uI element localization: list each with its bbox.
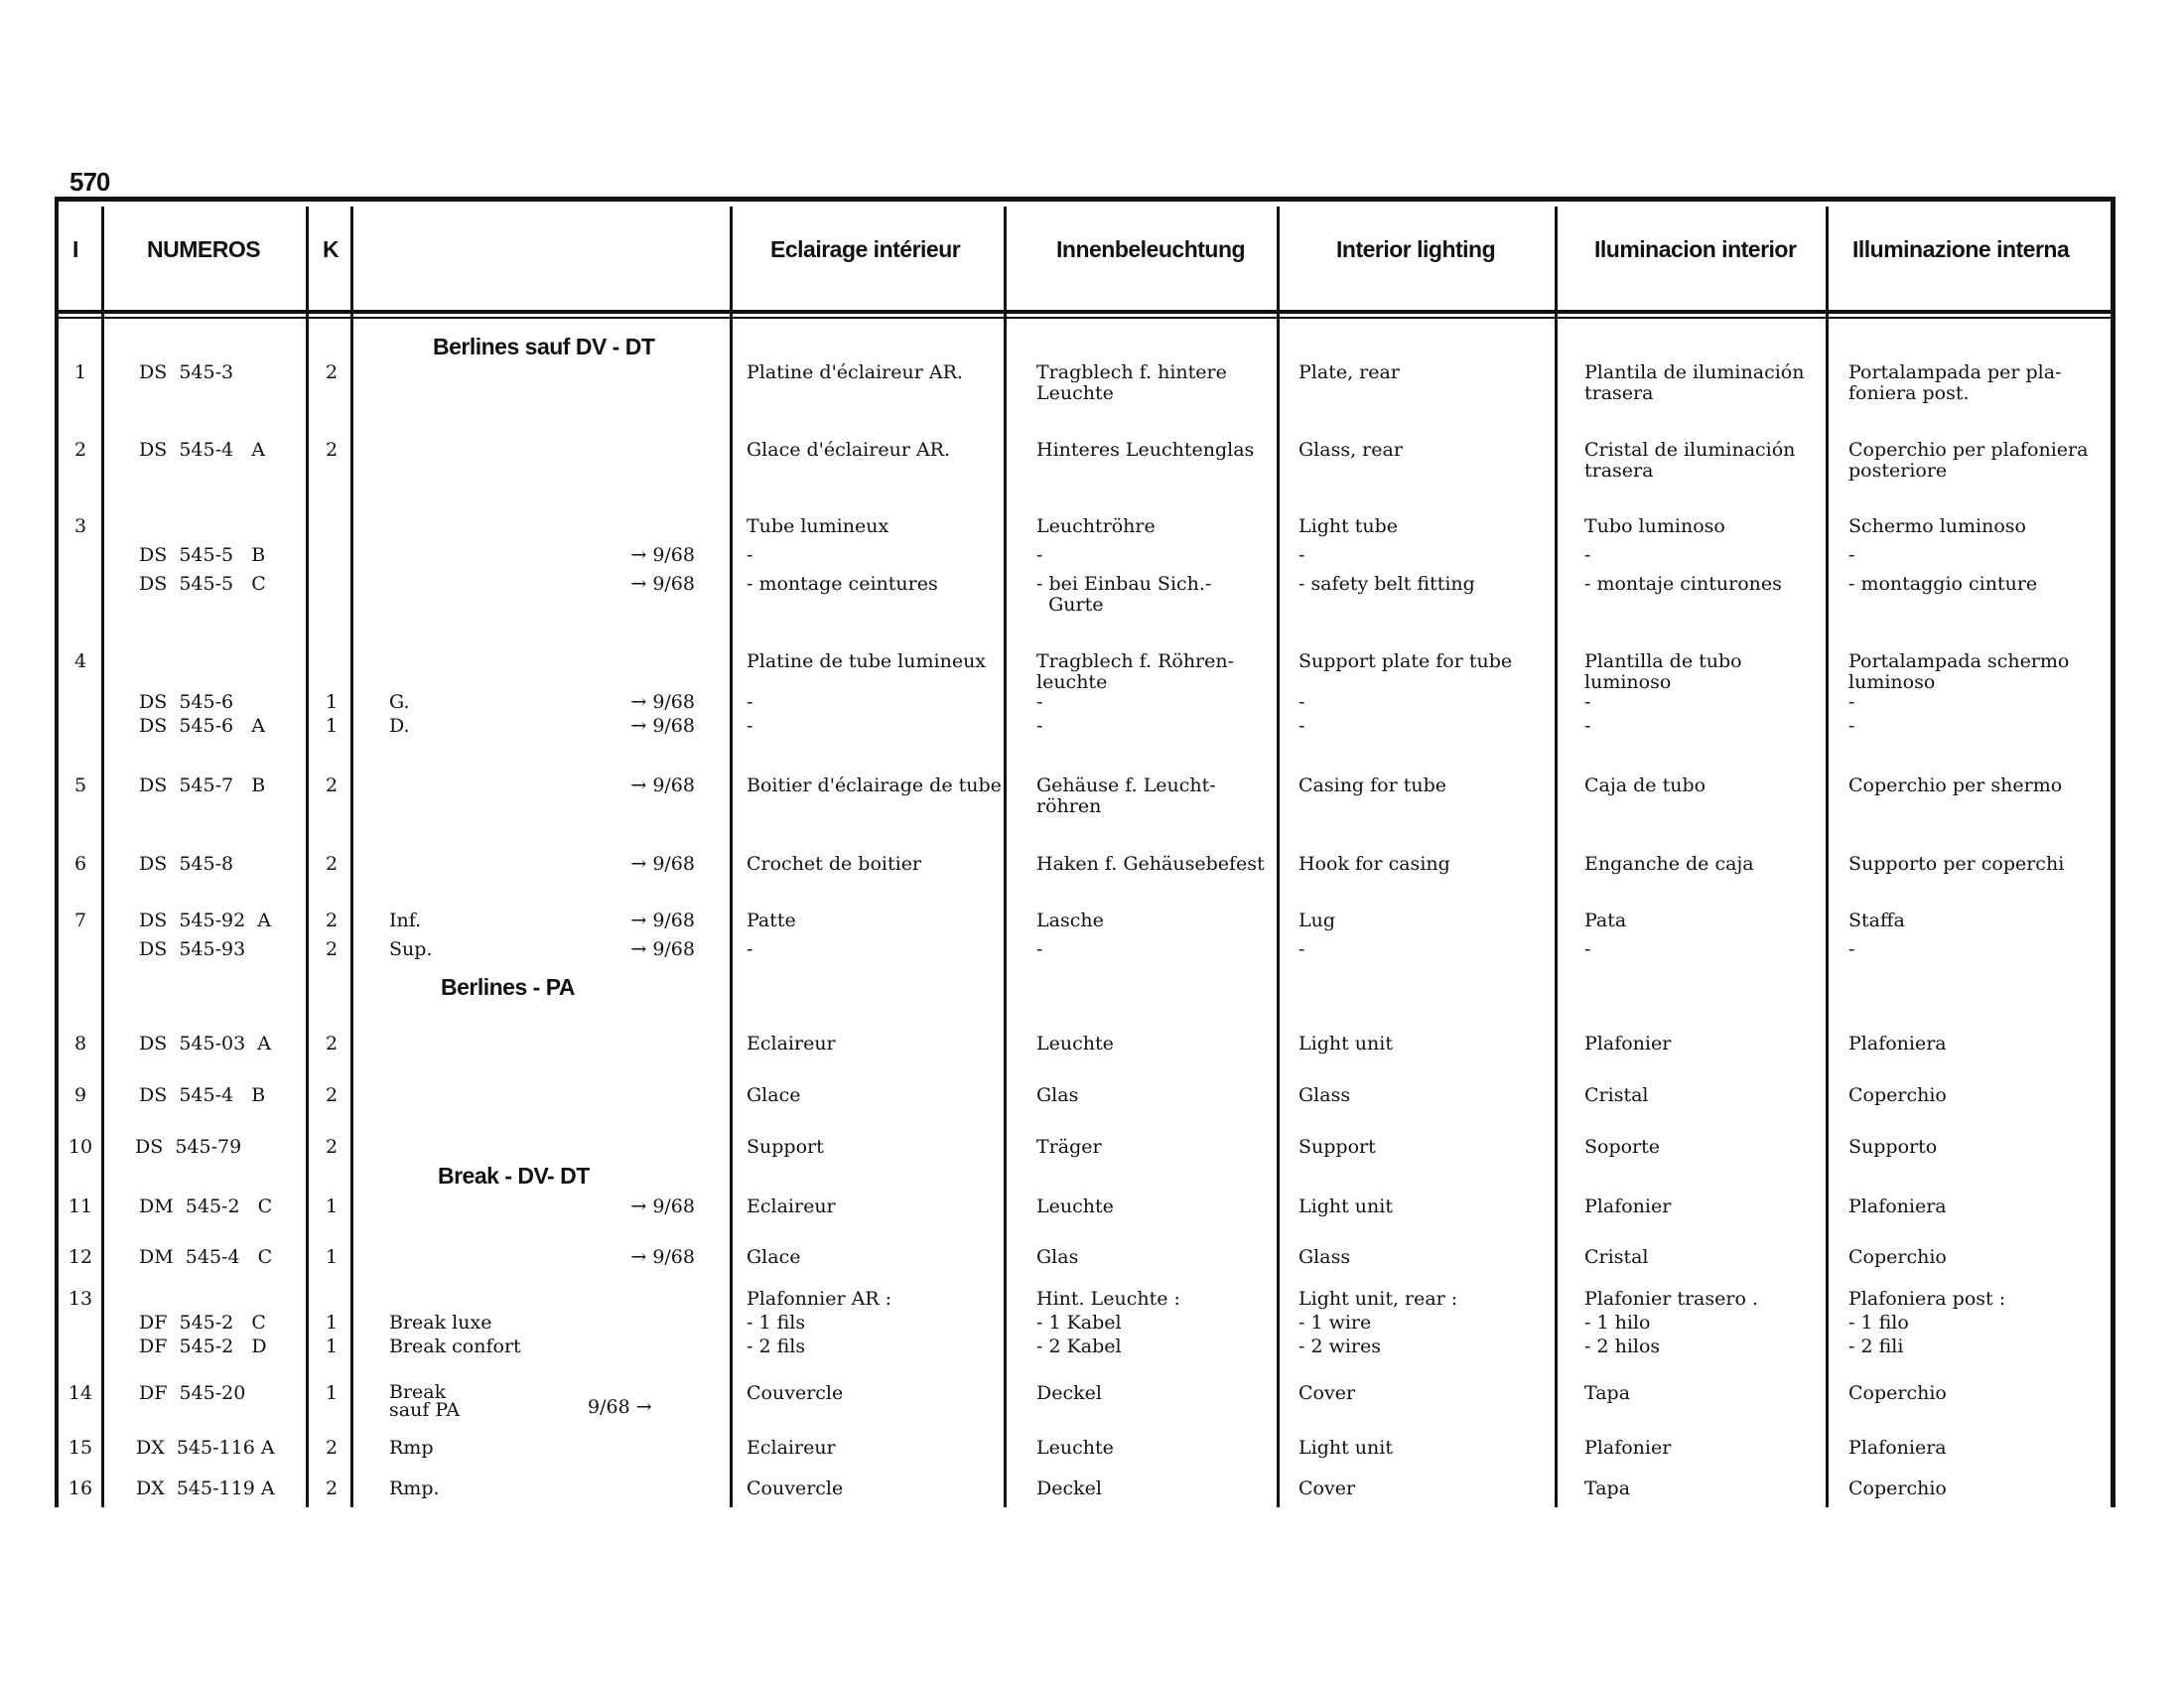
desc-english: Cover bbox=[1298, 1382, 1356, 1404]
section-heading: Berlines sauf DV - DT bbox=[433, 334, 655, 359]
quantity: 1 bbox=[326, 1336, 339, 1357]
desc-german: Hinteres Leuchtenglas bbox=[1036, 439, 1255, 461]
desc-english: Cover bbox=[1298, 1477, 1356, 1499]
desc-german: Leuchte bbox=[1036, 1437, 1114, 1459]
desc-french: Eclaireur bbox=[747, 1196, 836, 1217]
part-number: DS 545-92 A bbox=[139, 910, 271, 931]
header-italian: Illuminazione interna bbox=[1852, 236, 2070, 262]
desc-spanish: Cristal bbox=[1584, 1084, 1649, 1106]
part-number: DF 545-20 bbox=[139, 1382, 246, 1404]
quantity: 1 bbox=[326, 1196, 339, 1217]
part-number: DS 545-4 B bbox=[139, 1084, 266, 1106]
quantity: 1 bbox=[326, 691, 339, 713]
desc-french: Platine d'éclaireur AR. bbox=[747, 361, 963, 383]
quantity: 1 bbox=[326, 715, 339, 737]
row-index: 2 bbox=[73, 439, 87, 461]
desc-italian: - bbox=[1848, 938, 1855, 960]
desc-spanish: Cristal de iluminación trasera bbox=[1584, 439, 1796, 482]
desc-german: Deckel bbox=[1036, 1382, 1102, 1404]
part-number: DX 545-116 A bbox=[136, 1437, 275, 1459]
part-remark: Rmp. bbox=[389, 1477, 440, 1499]
desc-french: - bbox=[747, 715, 753, 737]
column-divider bbox=[1555, 207, 1558, 1507]
desc-french: Glace d'éclaireur AR. bbox=[747, 439, 951, 461]
desc-italian: Coperchio bbox=[1848, 1084, 1947, 1106]
column-divider bbox=[350, 207, 353, 1507]
quantity: 2 bbox=[326, 1033, 339, 1055]
quantity: 2 bbox=[326, 774, 339, 796]
row-index: 15 bbox=[68, 1437, 93, 1459]
desc-german: Leuchtröhre bbox=[1036, 515, 1156, 537]
desc-english: - bbox=[1298, 715, 1305, 737]
row-index: 6 bbox=[73, 853, 87, 875]
desc-italian: - 1 filo bbox=[1848, 1312, 1909, 1334]
part-number: DS 545-8 bbox=[139, 853, 234, 875]
part-remark: Inf. bbox=[389, 910, 422, 931]
desc-french: - bbox=[747, 691, 753, 713]
header-k: K bbox=[323, 236, 340, 262]
desc-german: Deckel bbox=[1036, 1477, 1102, 1499]
row-index: 16 bbox=[68, 1477, 93, 1499]
quantity: 2 bbox=[326, 361, 339, 383]
desc-english: Support plate for tube bbox=[1298, 650, 1513, 672]
row-index: 11 bbox=[68, 1196, 93, 1217]
desc-spanish: Plafonier trasero . bbox=[1584, 1288, 1758, 1310]
desc-english: Glass bbox=[1298, 1246, 1351, 1268]
part-number: DS 545-5 B bbox=[139, 544, 266, 566]
section-heading: Break - DV- DT bbox=[438, 1163, 590, 1189]
column-divider bbox=[730, 207, 733, 1507]
row-index: 10 bbox=[68, 1136, 93, 1158]
desc-french: Crochet de boitier bbox=[747, 853, 922, 875]
desc-italian: Plafoniera bbox=[1848, 1033, 1947, 1055]
row-index: 5 bbox=[73, 774, 87, 796]
desc-german: - bbox=[1036, 938, 1043, 960]
desc-italian: Staffa bbox=[1848, 910, 1905, 931]
header-french: Eclairage intérieur bbox=[770, 236, 961, 262]
desc-italian: Coperchio per plafoniera posteriore bbox=[1848, 439, 2089, 482]
part-remark: D. bbox=[389, 715, 410, 737]
header-index: I bbox=[72, 236, 78, 262]
quantity: 2 bbox=[326, 439, 339, 461]
column-divider bbox=[306, 207, 309, 1507]
desc-italian: Coperchio per shermo bbox=[1848, 774, 2063, 796]
date-note: → 9/68 bbox=[630, 910, 695, 931]
desc-english: Lug bbox=[1298, 910, 1336, 931]
date-note: → 9/68 bbox=[630, 691, 695, 713]
part-number: DS 545-93 bbox=[139, 938, 246, 960]
part-number: DM 545-4 C bbox=[139, 1246, 273, 1268]
desc-english: Light unit bbox=[1298, 1437, 1393, 1459]
desc-english: Hook for casing bbox=[1298, 853, 1450, 875]
quantity: 2 bbox=[326, 938, 339, 960]
desc-italian: Coperchio bbox=[1848, 1477, 1947, 1499]
desc-spanish: - bbox=[1584, 938, 1591, 960]
part-number: DS 545-6 bbox=[139, 691, 234, 713]
desc-german: Tragblech f. hintere Leuchte bbox=[1036, 361, 1227, 404]
desc-spanish: Tapa bbox=[1584, 1382, 1631, 1404]
desc-french: Eclaireur bbox=[747, 1437, 836, 1459]
quantity: 2 bbox=[326, 1477, 339, 1499]
desc-italian: Supporto bbox=[1848, 1136, 1938, 1158]
desc-italian: - montaggio cinture bbox=[1848, 573, 2038, 595]
desc-french: Tube lumineux bbox=[747, 515, 889, 537]
header-divider-secondary bbox=[55, 317, 2115, 319]
desc-spanish: Plafonier bbox=[1584, 1196, 1672, 1217]
desc-italian: - 2 fili bbox=[1848, 1336, 1904, 1357]
desc-german: Leuchte bbox=[1036, 1033, 1114, 1055]
desc-french: Glace bbox=[747, 1084, 801, 1106]
part-number: DS 545-03 A bbox=[139, 1033, 271, 1055]
desc-german: Hint. Leuchte : bbox=[1036, 1288, 1180, 1310]
part-remark: Break confort bbox=[389, 1336, 521, 1357]
desc-english: Plate, rear bbox=[1298, 361, 1400, 383]
date-note: → 9/68 bbox=[630, 544, 695, 566]
desc-spanish: Pata bbox=[1584, 910, 1627, 931]
desc-english: - 2 wires bbox=[1298, 1336, 1382, 1357]
desc-spanish: Plantilla de tubo luminoso bbox=[1584, 650, 1742, 693]
desc-english: - safety belt fitting bbox=[1298, 573, 1475, 595]
desc-spanish: - 2 hilos bbox=[1584, 1336, 1661, 1357]
desc-spanish: Tubo luminoso bbox=[1584, 515, 1725, 537]
desc-german: - bbox=[1036, 691, 1043, 713]
desc-english: Casing for tube bbox=[1298, 774, 1447, 796]
part-number: DS 545-3 bbox=[139, 361, 234, 383]
row-index: 8 bbox=[73, 1033, 87, 1055]
desc-italian: Coperchio bbox=[1848, 1246, 1947, 1268]
desc-english: Support bbox=[1298, 1136, 1376, 1158]
desc-spanish: Plantila de iluminación trasera bbox=[1584, 361, 1805, 404]
desc-french: Couvercle bbox=[747, 1477, 844, 1499]
desc-spanish: Plafonier bbox=[1584, 1437, 1672, 1459]
desc-italian: Portalampada schermo luminoso bbox=[1848, 650, 2070, 693]
row-index: 12 bbox=[68, 1246, 93, 1268]
desc-english: Glass, rear bbox=[1298, 439, 1403, 461]
date-note: → 9/68 bbox=[630, 1196, 695, 1217]
desc-german: - bbox=[1036, 544, 1043, 566]
part-remark: Break luxe bbox=[389, 1312, 492, 1334]
row-index: 13 bbox=[68, 1288, 93, 1310]
desc-french: Boitier d'éclairage de tube bbox=[747, 774, 1002, 796]
desc-spanish: Enganche de caja bbox=[1584, 853, 1754, 875]
desc-german: Lasche bbox=[1036, 910, 1104, 931]
date-note: → 9/68 bbox=[630, 938, 695, 960]
desc-french: Support bbox=[747, 1136, 824, 1158]
desc-english: Light tube bbox=[1298, 515, 1399, 537]
row-index: 3 bbox=[73, 515, 87, 537]
desc-french: - bbox=[747, 938, 753, 960]
desc-french: - 2 fils bbox=[747, 1336, 806, 1357]
desc-english: - 1 wire bbox=[1298, 1312, 1372, 1334]
desc-french: Plafonnier AR : bbox=[747, 1288, 892, 1310]
desc-english: Glass bbox=[1298, 1084, 1351, 1106]
desc-german: Haken f. Gehäusebefest bbox=[1036, 853, 1265, 875]
date-note: → 9/68 bbox=[630, 853, 695, 875]
desc-german: Tragblech f. Röhren-leuchte bbox=[1036, 650, 1235, 693]
quantity: 2 bbox=[326, 910, 339, 931]
desc-spanish: Soporte bbox=[1584, 1136, 1661, 1158]
quantity: 2 bbox=[326, 853, 339, 875]
desc-spanish: - montaje cinturones bbox=[1584, 573, 1782, 595]
desc-german: Glas bbox=[1036, 1246, 1079, 1268]
desc-french: Couvercle bbox=[747, 1382, 844, 1404]
part-remark: Break sauf PA bbox=[389, 1381, 461, 1421]
date-note: 9/68 → bbox=[588, 1396, 652, 1418]
column-divider bbox=[101, 207, 104, 1507]
part-number: DS 545-79 bbox=[135, 1136, 242, 1158]
desc-german: Gehäuse f. Leucht-röhren bbox=[1036, 774, 1216, 817]
part-remark: Rmp bbox=[389, 1437, 434, 1459]
desc-spanish: Caja de tubo bbox=[1584, 774, 1706, 796]
date-note: → 9/68 bbox=[630, 1246, 695, 1268]
quantity: 1 bbox=[326, 1246, 339, 1268]
desc-french: Platine de tube lumineux bbox=[747, 650, 987, 672]
quantity: 2 bbox=[326, 1136, 339, 1158]
desc-spanish: - bbox=[1584, 715, 1591, 737]
desc-french: - montage ceintures bbox=[747, 573, 938, 595]
page-number: 570 bbox=[69, 167, 110, 197]
date-note: → 9/68 bbox=[630, 573, 695, 595]
desc-french: - bbox=[747, 544, 753, 566]
desc-spanish: - bbox=[1584, 544, 1591, 566]
desc-italian: Plafoniera bbox=[1848, 1437, 1947, 1459]
desc-german: Leuchte bbox=[1036, 1196, 1114, 1217]
quantity: 1 bbox=[326, 1312, 339, 1334]
desc-italian: Plafoniera bbox=[1848, 1196, 1947, 1217]
header-english: Interior lighting bbox=[1336, 236, 1496, 262]
desc-spanish: - bbox=[1584, 691, 1591, 713]
header-divider bbox=[55, 310, 2115, 314]
header-numeros: NUMEROS bbox=[147, 236, 261, 262]
quantity: 1 bbox=[326, 1382, 339, 1404]
date-note: → 9/68 bbox=[630, 715, 695, 737]
desc-spanish: Cristal bbox=[1584, 1246, 1649, 1268]
desc-french: Eclaireur bbox=[747, 1033, 836, 1055]
desc-english: - bbox=[1298, 544, 1305, 566]
quantity: 2 bbox=[326, 1437, 339, 1459]
desc-french: Patte bbox=[747, 910, 796, 931]
part-remark: G. bbox=[389, 691, 410, 713]
desc-english: Light unit bbox=[1298, 1196, 1393, 1217]
desc-german: - 1 Kabel bbox=[1036, 1312, 1122, 1334]
table-top-border bbox=[55, 197, 2115, 202]
desc-english: Light unit, rear : bbox=[1298, 1288, 1458, 1310]
section-heading: Berlines - PA bbox=[441, 974, 575, 1000]
desc-english: - bbox=[1298, 938, 1305, 960]
table-left-border bbox=[55, 197, 59, 1507]
desc-german: - bbox=[1036, 715, 1043, 737]
desc-french: - 1 fils bbox=[747, 1312, 806, 1334]
part-number: DM 545-2 C bbox=[139, 1196, 273, 1217]
part-number: DS 545-4 A bbox=[139, 439, 265, 461]
desc-italian: Plafoniera post : bbox=[1848, 1288, 2006, 1310]
desc-spanish: Tapa bbox=[1584, 1477, 1631, 1499]
row-index: 7 bbox=[73, 910, 87, 931]
desc-german: - bei Einbau Sich.- Gurte bbox=[1036, 573, 1212, 616]
part-number: DS 545-7 B bbox=[139, 774, 266, 796]
desc-italian: Schermo luminoso bbox=[1848, 515, 2026, 537]
date-note: → 9/68 bbox=[630, 774, 695, 796]
row-index: 1 bbox=[73, 361, 87, 383]
desc-italian: - bbox=[1848, 715, 1855, 737]
part-number: DS 545-6 A bbox=[139, 715, 265, 737]
part-number: DX 545-119 A bbox=[136, 1477, 275, 1499]
part-number: DF 545-2 C bbox=[139, 1312, 266, 1334]
part-number: DF 545-2 D bbox=[139, 1336, 267, 1357]
desc-english: - bbox=[1298, 691, 1305, 713]
desc-english: Light unit bbox=[1298, 1033, 1393, 1055]
table-right-border bbox=[2111, 197, 2116, 1507]
part-remark: Sup. bbox=[389, 938, 433, 960]
row-index: 14 bbox=[68, 1382, 93, 1404]
row-index: 4 bbox=[73, 650, 87, 672]
desc-spanish: - 1 hilo bbox=[1584, 1312, 1651, 1334]
column-divider bbox=[1277, 207, 1280, 1507]
desc-italian: - bbox=[1848, 544, 1855, 566]
header-spanish: Iluminacion interior bbox=[1594, 236, 1797, 262]
desc-german: Träger bbox=[1036, 1136, 1102, 1158]
desc-french: Glace bbox=[747, 1246, 801, 1268]
desc-italian: Supporto per coperchi bbox=[1848, 853, 2065, 875]
header-german: Innenbeleuchtung bbox=[1056, 236, 1246, 262]
desc-german: - 2 Kabel bbox=[1036, 1336, 1122, 1357]
row-index: 9 bbox=[73, 1084, 87, 1106]
part-number: DS 545-5 C bbox=[139, 573, 266, 595]
desc-italian: Coperchio bbox=[1848, 1382, 1947, 1404]
desc-italian: Portalampada per pla-foniera post. bbox=[1848, 361, 2062, 404]
desc-spanish: Plafonier bbox=[1584, 1033, 1672, 1055]
desc-italian: - bbox=[1848, 691, 1855, 713]
quantity: 2 bbox=[326, 1084, 339, 1106]
desc-german: Glas bbox=[1036, 1084, 1079, 1106]
